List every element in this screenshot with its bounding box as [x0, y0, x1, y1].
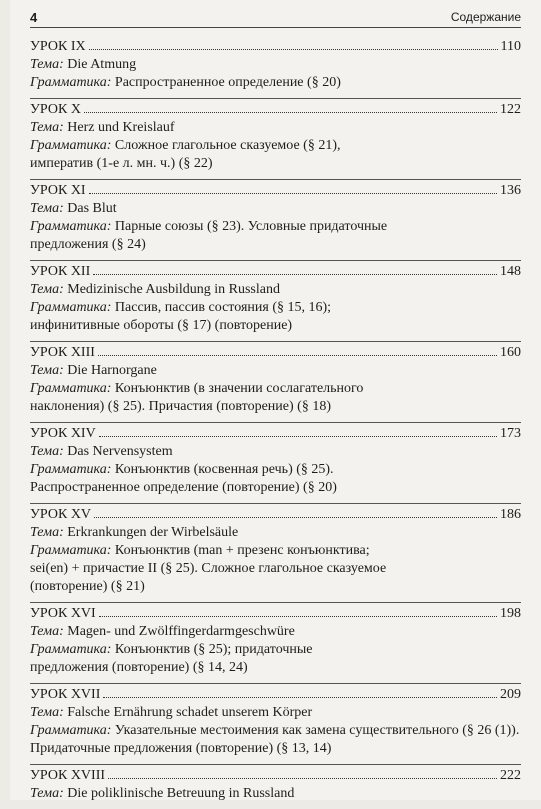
- grammar-label: Грамматика:: [30, 381, 112, 396]
- dot-leader: [103, 696, 497, 698]
- grammar-text: наклонения) (§ 25). Причастия (повторение) (§ 18): [30, 399, 331, 414]
- lesson-page-number: 148: [500, 264, 521, 279]
- lesson-page-number: 198: [500, 606, 521, 621]
- toc-entry: [30, 341, 521, 416]
- grammar-text: Распространенное определение (§ 20): [114, 75, 341, 90]
- lesson-page-number: 186: [500, 507, 521, 522]
- lesson-heading[interactable]: [30, 503, 521, 524]
- dot-leader: [94, 516, 497, 518]
- lesson-title: УРОК XVII: [30, 687, 101, 702]
- lesson-heading[interactable]: [30, 602, 521, 623]
- grammar-label: Грамматика:: [30, 138, 112, 153]
- grammar-text: Парные союзы (§ 23). Условные придаточные: [114, 219, 388, 234]
- toc-entry: [30, 503, 521, 596]
- lesson-theme: [30, 443, 521, 461]
- toc-entry: [30, 422, 521, 497]
- grammar-label: Грамматика:: [30, 75, 112, 90]
- lesson-grammar: [30, 137, 521, 155]
- lesson-page-number: 122: [500, 102, 521, 117]
- lesson-theme: [30, 362, 521, 380]
- page-number: 4: [30, 10, 38, 25]
- lesson-heading[interactable]: [30, 179, 521, 200]
- lesson-theme: [30, 119, 521, 137]
- theme-label: Тема:: [30, 282, 64, 297]
- lesson-heading[interactable]: [30, 683, 521, 704]
- dot-leader: [99, 435, 497, 437]
- lesson-grammar: [30, 218, 521, 236]
- lesson-grammar: [30, 578, 521, 596]
- lesson-grammar: [30, 542, 521, 560]
- grammar-text: Пассив, пассив состояния (§ 15, 16);: [114, 300, 332, 315]
- toc-entry: [30, 764, 521, 803]
- lesson-grammar: [30, 659, 521, 677]
- theme-text: Das Blut: [67, 201, 117, 216]
- theme-label: Тема:: [30, 444, 64, 459]
- table-of-contents: [30, 38, 521, 809]
- grammar-text: (повторение) (§ 21): [30, 579, 145, 594]
- dot-leader: [89, 192, 497, 194]
- lesson-grammar: [30, 740, 521, 758]
- lesson-grammar: [30, 299, 521, 317]
- theme-label: Тема:: [30, 624, 64, 639]
- lesson-theme: [30, 56, 521, 74]
- lesson-title: УРОК XVI: [30, 606, 96, 621]
- lesson-grammar: [30, 155, 521, 173]
- theme-text: Die Atmung: [67, 57, 137, 72]
- lesson-theme: [30, 785, 521, 803]
- lesson-theme: [30, 704, 521, 722]
- grammar-text: императив (1-е л. мн. ч.) (§ 22): [30, 156, 213, 171]
- theme-text: Die poliklinische Betreuung in Russland: [67, 786, 295, 801]
- dot-leader: [84, 111, 497, 113]
- grammar-label: Грамматика:: [30, 300, 112, 315]
- lesson-theme: [30, 623, 521, 641]
- toc-entry: [30, 179, 521, 254]
- theme-text: Erkrankungen der Wirbelsäule: [67, 525, 239, 540]
- grammar-label: Грамматика:: [30, 543, 112, 558]
- lesson-heading[interactable]: [30, 764, 521, 785]
- lesson-theme: [30, 200, 521, 218]
- lesson-title: УРОК XVIII: [30, 768, 106, 783]
- theme-text: Herz und Kreislauf: [67, 120, 175, 135]
- lesson-page-number: 110: [500, 39, 521, 54]
- grammar-text: Конъюнктив (косвенная речь) (§ 25).: [114, 462, 334, 477]
- toc-entry: [30, 602, 521, 677]
- grammar-label: Грамматика:: [30, 219, 112, 234]
- dot-leader: [99, 615, 497, 617]
- lesson-heading[interactable]: [30, 98, 521, 119]
- lesson-grammar: [30, 722, 521, 740]
- grammar-text: Конъюнктив (man + презенс конъюнктива;: [114, 543, 370, 558]
- theme-text: Medizinische Ausbildung in Russland: [67, 282, 280, 297]
- lesson-theme: [30, 281, 521, 299]
- grammar-label: Грамматика:: [30, 642, 112, 657]
- grammar-text: предложения (повторение) (§ 14, 24): [30, 660, 248, 675]
- grammar-text: Распространенное определение (повторение) (§ 20): [30, 480, 337, 495]
- toc-entry: [30, 98, 521, 173]
- header-divider: [30, 27, 521, 28]
- book-page: [10, 0, 541, 800]
- lesson-heading[interactable]: [30, 260, 521, 281]
- dot-leader: [89, 48, 498, 50]
- grammar-text: инфинитивные обороты (§ 17) (повторение): [30, 318, 293, 333]
- toc-entry: [30, 683, 521, 758]
- theme-label: Тема:: [30, 201, 64, 216]
- lesson-page-number: 209: [500, 687, 521, 702]
- dot-leader: [93, 273, 497, 275]
- grammar-text: Сложное глагольное сказуемое (§ 21),: [114, 138, 341, 153]
- theme-text: Die Harnorgane: [67, 363, 157, 378]
- lesson-grammar: [30, 479, 521, 497]
- theme-label: Тема:: [30, 120, 64, 135]
- grammar-label: Грамматика:: [30, 462, 112, 477]
- toc-entry: [30, 260, 521, 335]
- lesson-page-number: 136: [500, 183, 521, 198]
- lesson-grammar: [30, 74, 521, 92]
- theme-text: Das Nervensystem: [67, 444, 173, 459]
- grammar-text: sei(en) + причастие II (§ 25). Сложное глагольное сказуемое: [30, 561, 387, 576]
- lesson-heading[interactable]: [30, 422, 521, 443]
- theme-label: Тема:: [30, 705, 64, 720]
- lesson-grammar: [30, 236, 521, 254]
- lesson-grammar: [30, 641, 521, 659]
- lesson-title: УРОК XI: [30, 183, 86, 198]
- lesson-title: УРОК IX: [30, 39, 86, 54]
- lesson-grammar: [30, 380, 521, 398]
- lesson-grammar: [30, 317, 521, 335]
- lesson-theme: [30, 524, 521, 542]
- lesson-title: УРОК XV: [30, 507, 92, 522]
- theme-label: Тема:: [30, 525, 64, 540]
- lesson-heading[interactable]: [30, 38, 521, 56]
- lesson-page-number: 173: [500, 426, 521, 441]
- theme-label: Тема:: [30, 363, 64, 378]
- lesson-page-number: 222: [500, 768, 521, 783]
- lesson-title: УРОК XIII: [30, 345, 95, 360]
- dot-leader: [98, 354, 497, 356]
- lesson-title: УРОК XII: [30, 264, 91, 279]
- theme-text: Magen- und Zwölffingerdarmgeschwüre: [67, 624, 295, 639]
- section-title: Содержание: [450, 10, 521, 24]
- theme-label: Тема:: [30, 786, 64, 801]
- grammar-text: Придаточные предложения (повторение) (§ 13, 14): [30, 741, 332, 756]
- lesson-grammar: [30, 461, 521, 479]
- lesson-page-number: 160: [500, 345, 521, 360]
- lesson-title: УРОК XIV: [30, 426, 96, 441]
- page-header: [30, 8, 521, 26]
- grammar-text: Указательные местоимения как замена существительного (§ 26 (1)).: [114, 723, 520, 738]
- lesson-title: УРОК X: [30, 102, 81, 117]
- theme-text: Falsche Ernährung schadet unserem Körper: [67, 705, 313, 720]
- dot-leader: [108, 777, 497, 779]
- theme-label: Тема:: [30, 57, 64, 72]
- toc-entry: [30, 38, 521, 92]
- grammar-text: предложения (§ 24): [30, 237, 146, 252]
- lesson-grammar: [30, 560, 521, 578]
- grammar-text: Конъюнктив (§ 25); придаточные: [114, 642, 313, 657]
- lesson-grammar: [30, 398, 521, 416]
- grammar-text: Конъюнктив (в значении сослагательного: [114, 381, 364, 396]
- lesson-heading[interactable]: [30, 341, 521, 362]
- grammar-label: Грамматика:: [30, 723, 112, 738]
